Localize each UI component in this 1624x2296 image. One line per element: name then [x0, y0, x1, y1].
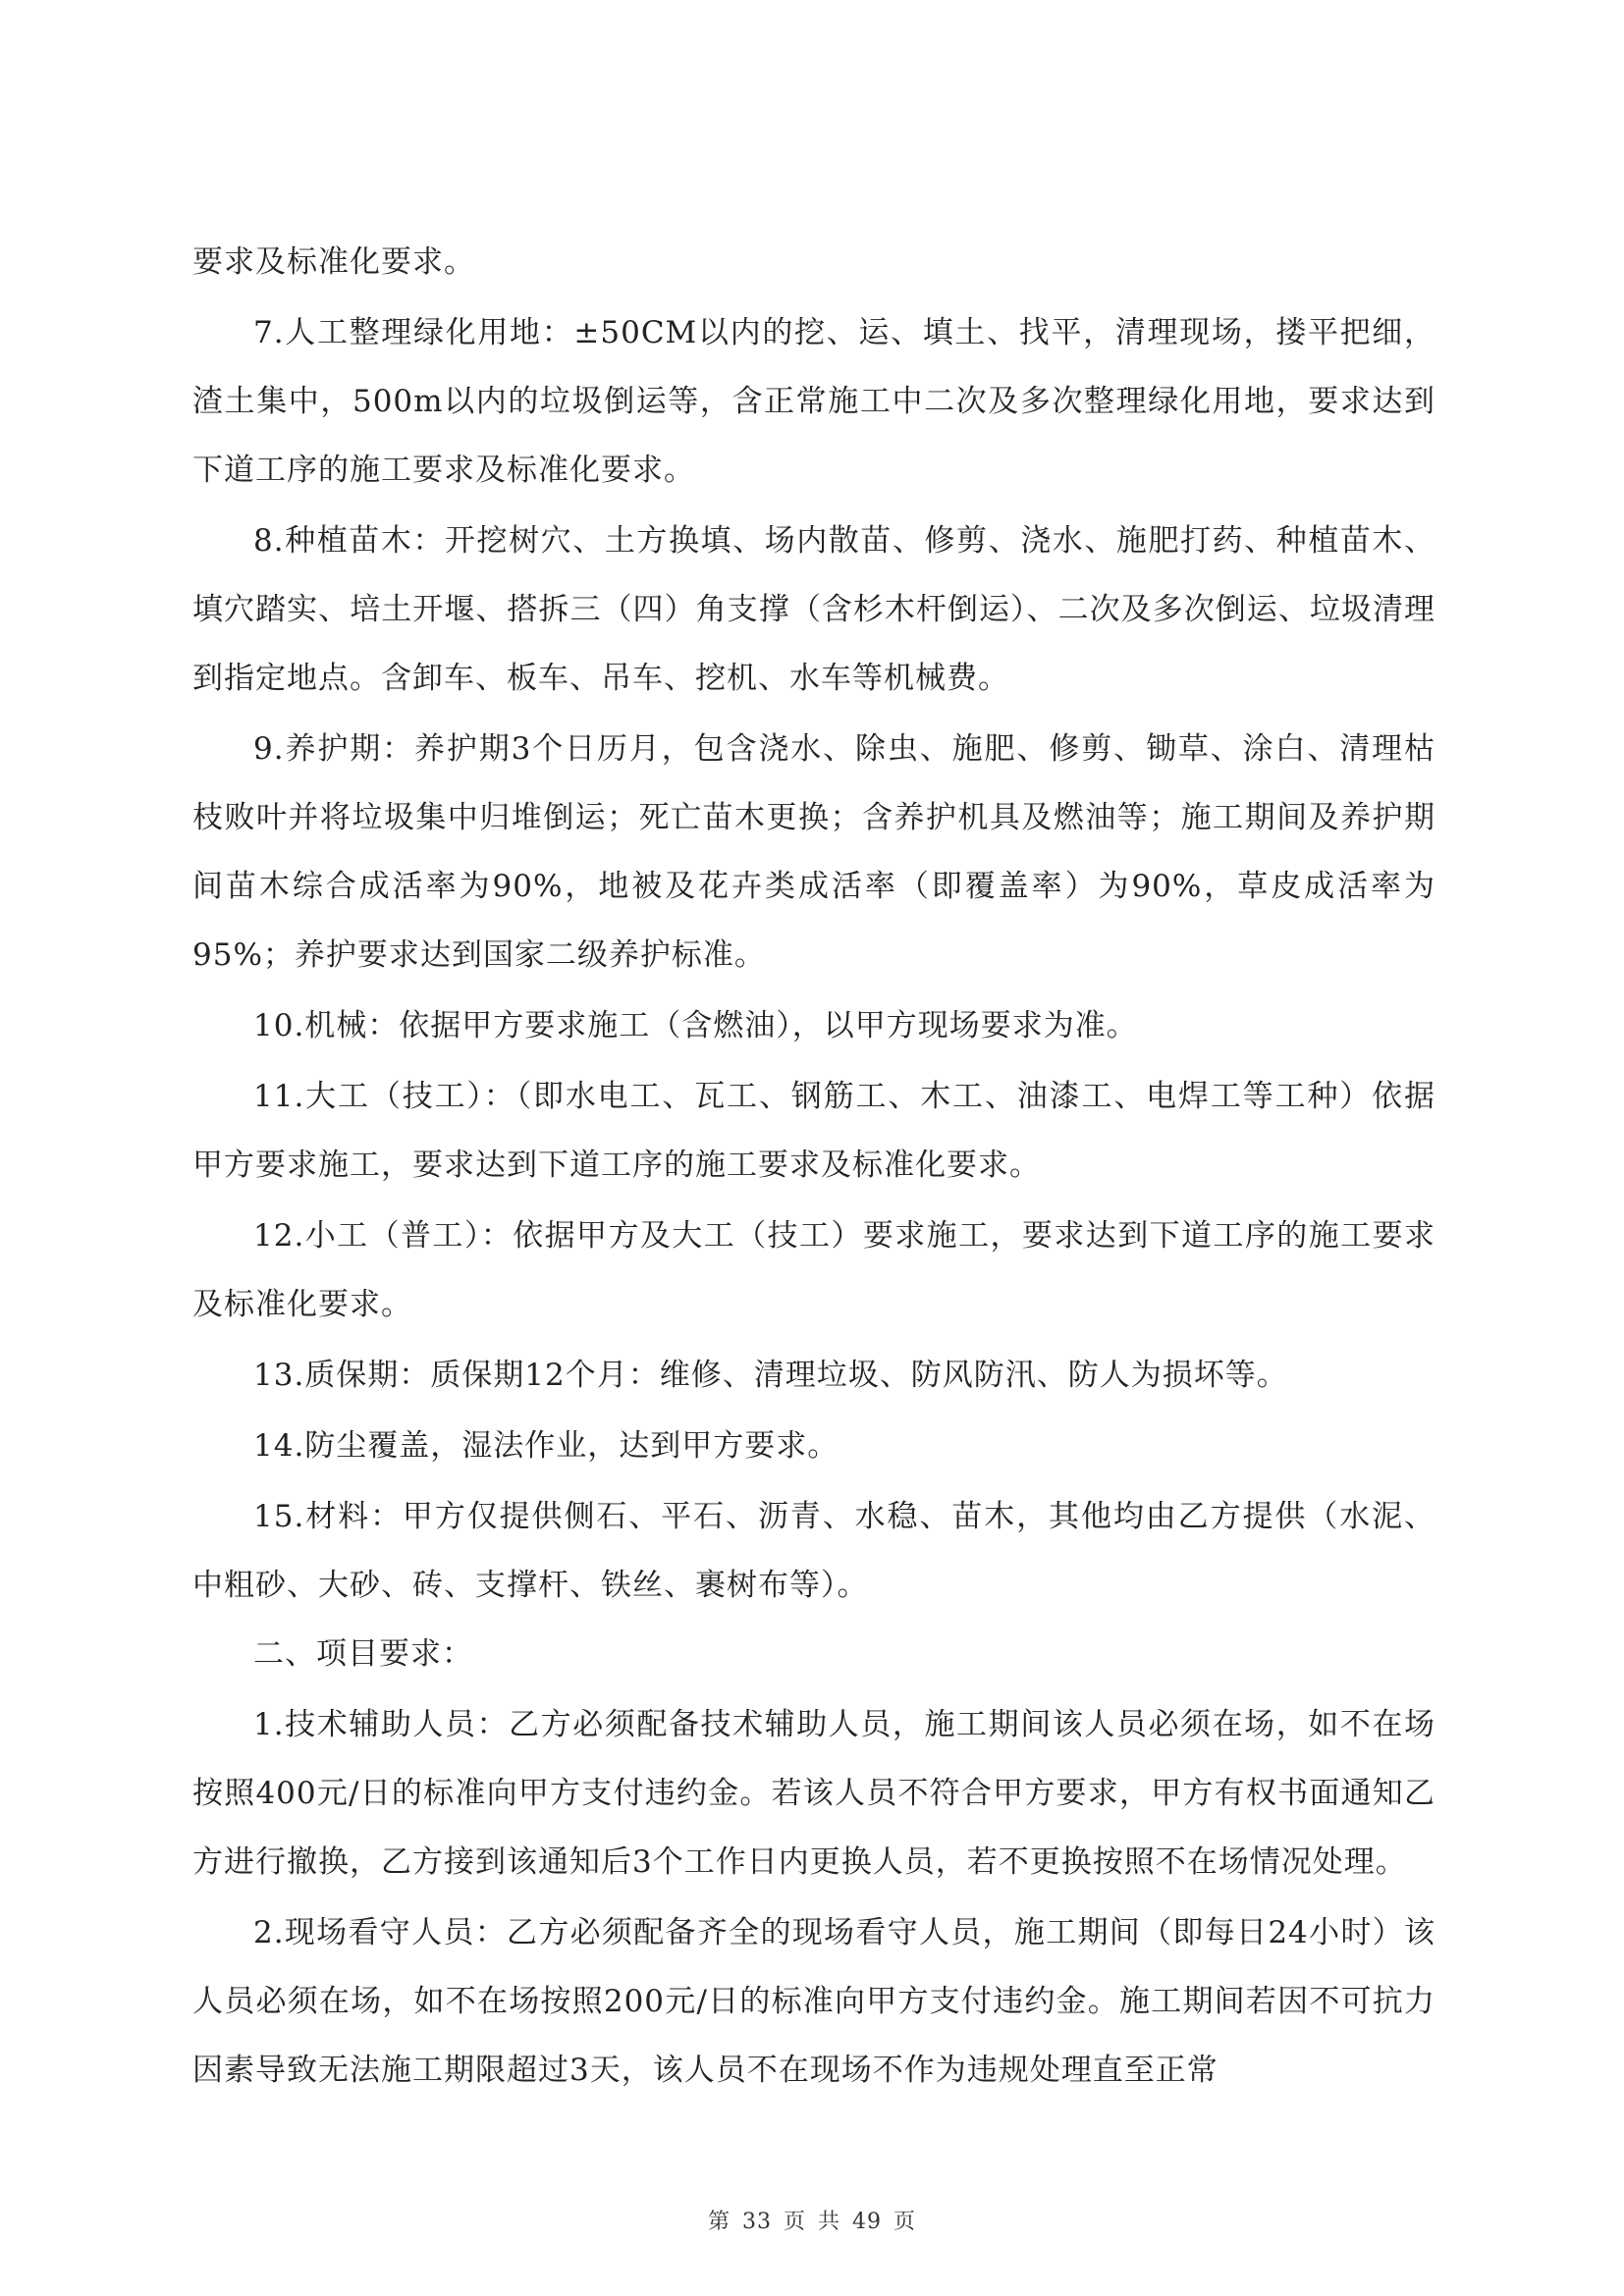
footer-current-page: 33 [741, 2210, 772, 2234]
paragraph-item-7: 7.人工整理绿化用地：±50CM以内的挖、运、填土、找平，清理现场，搂平把细，渣土集中，500m以内的垃圾倒运等，含正常施工中二次及多次整理绿化用地，要求达到下道工序的施工要求及标准化要求。 [192, 315, 1435, 488]
section-heading-project-requirements: 二、项目要求： [253, 1636, 473, 1672]
paragraph-item-9: 9.养护期：养护期3个日历月，包含浇水、除虫、施肥、修剪、锄草、涂白、清理枯枝败叶并将垃圾集中归堆倒运；死亡苗木更换；含养护机具及燃油等；施工期间及养护期间苗木综合成活率为90%，地被及花卉类成活率（即覆盖率）为90%，草皮成活率为95%；养护要求达到国家二级养护标准。 [192, 731, 1435, 973]
page-number-footer [0, 2205, 1624, 2235]
paragraph-requirement-2: 2.现场看守人员：乙方必须配备齐全的现场看守人员，施工期间（即每日24小时）该人员必须在场，如不在场按照200元/日的标准向甲方支付违约金。施工期间若因不可抗力因素导致无法施工期限超过3天，该人员不在现场不作为违规处理直至正常 [192, 1915, 1435, 2088]
paragraph-item-15: 15.材料：甲方仅提供侧石、平石、沥青、水稳、苗木，其他均由乙方提供（水泥、中粗砂、大砂、砖、支撑杆、铁丝、裹树布等）。 [192, 1499, 1435, 1603]
paragraph-continuation: 要求及标准化要求。 [192, 244, 475, 280]
footer-label-page-unit: 页 [783, 2210, 806, 2234]
paragraph-item-8: 8.种植苗木：开挖树穴、土方换填、场内散苗、修剪、浇水、施肥打药、种植苗木、填穴踏实、培土开堰、搭拆三（四）角支撑（含杉木杆倒运）、二次及多次倒运、垃圾清理到指定地点。含卸车、板车、吊车、挖机、水车等机械费。 [192, 523, 1435, 696]
footer-label-page: 第 [707, 2210, 731, 2234]
paragraph-item-13: 13.质保期：质保期12个月：维修、清理垃圾、防风防汛、防人为损坏等。 [253, 1358, 1288, 1393]
paragraph-requirement-1: 1.技术辅助人员：乙方必须配备技术辅助人员，施工期间该人员必须在场，如不在场按照400元/日的标准向甲方支付违约金。若该人员不符合甲方要求，甲方有权书面通知乙方进行撤换，乙方接到该通知后3个工作日内更换人员，若不更换按照不在场情况处理。 [192, 1707, 1435, 1880]
footer-total-pages: 49 [852, 2210, 883, 2234]
footer-label-total: 共 [818, 2210, 841, 2234]
document-body [192, 228, 1435, 2105]
paragraph-item-11: 11.大工（技工）：（即水电工、瓦工、钢筋工、木工、油漆工、电焊工等工种）依据甲方要求施工，要求达到下道工序的施工要求及标准化要求。 [192, 1079, 1435, 1183]
paragraph-item-10: 10.机械：依据甲方要求施工（含燃油），以甲方现场要求为准。 [253, 1008, 1138, 1043]
paragraph-item-14: 14.防尘覆盖，湿法作业，达到甲方要求。 [253, 1428, 839, 1464]
footer-label-total-unit: 页 [893, 2210, 917, 2234]
paragraph-item-12: 12.小工（普工）：依据甲方及大工（技工）要求施工，要求达到下道工序的施工要求及标准化要求。 [192, 1218, 1435, 1322]
